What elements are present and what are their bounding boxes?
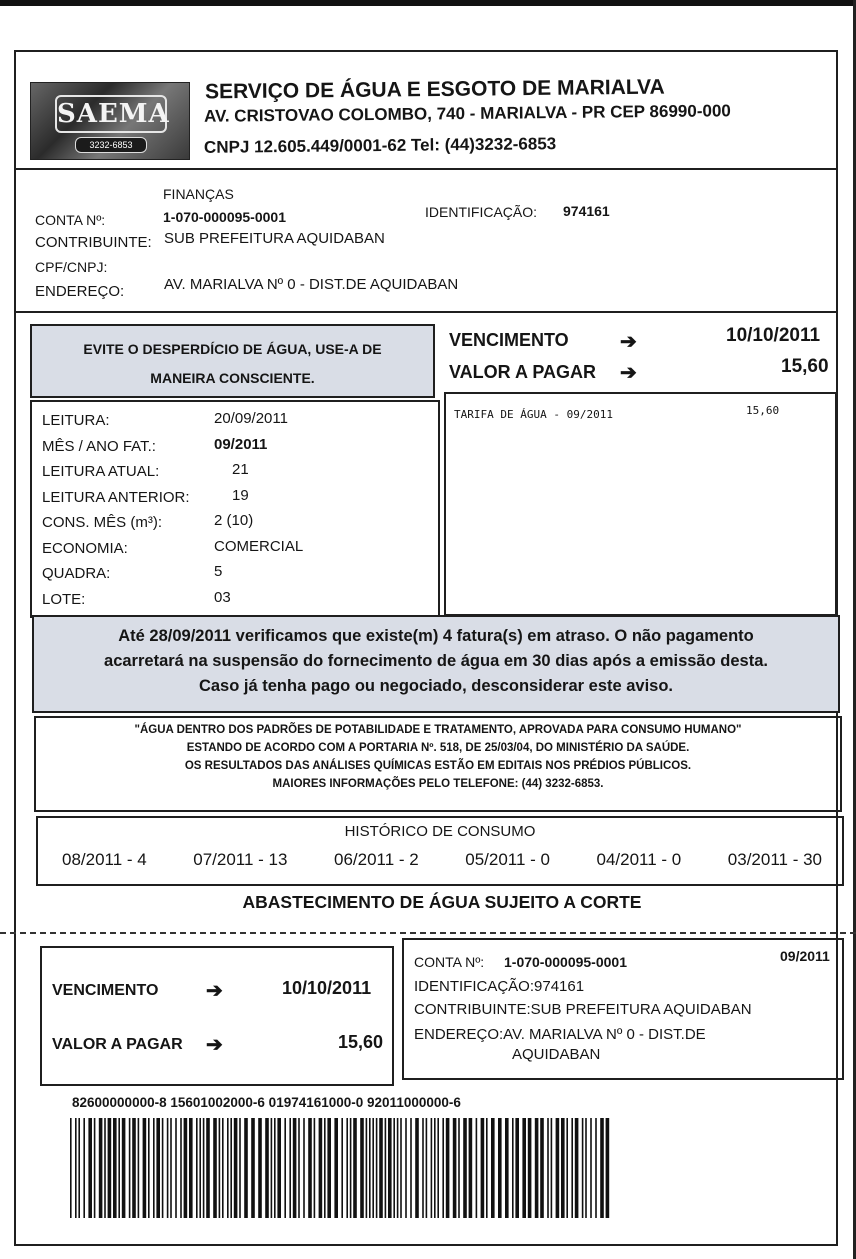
barcode-bar <box>94 1118 96 1218</box>
barcode-bar <box>547 1118 549 1218</box>
barcode-bar <box>234 1118 238 1218</box>
logo-wordmark: SAEMA <box>55 95 167 133</box>
barcode-bar <box>463 1118 467 1218</box>
barcode-bar <box>219 1118 221 1218</box>
barcode-bar <box>175 1118 177 1218</box>
reading-value: 03 <box>214 588 231 606</box>
barcode-bar <box>528 1118 532 1218</box>
barcode-bar <box>486 1118 488 1218</box>
history-entry: 03/2011 - 30 <box>727 850 822 869</box>
barcode-bar <box>289 1118 291 1218</box>
barcode-bar <box>476 1118 478 1218</box>
barcode-bar <box>70 1118 72 1218</box>
service-cut-warning: ABASTECIMENTO DE ÁGUA SUJEITO A CORTE <box>242 892 642 912</box>
barcode-bar <box>132 1118 136 1218</box>
reading-value: 09/2011 <box>214 435 268 453</box>
stub-payment-panel <box>40 946 394 1086</box>
barcode-bar <box>442 1118 444 1218</box>
tear-off-line <box>0 932 856 934</box>
barcode-bar <box>585 1118 587 1218</box>
barcode-bar <box>138 1118 140 1218</box>
taxpayer-value: SUB PREFEITURA AQUIDABAN <box>164 230 385 247</box>
barcode-bar <box>129 1118 131 1218</box>
barcode-bar <box>199 1118 201 1218</box>
barcode-bar <box>400 1118 402 1218</box>
barcode-bar <box>167 1118 169 1218</box>
barcode-bar <box>271 1118 273 1218</box>
barcode-bar <box>298 1118 300 1218</box>
barcode-bar <box>366 1118 368 1218</box>
water-quality-line3: OS RESULTADOS DAS ANÁLISES QUÍMICAS ESTÃO EM EDITAIS NOS PRÉDIOS PÚBLICOS. <box>184 760 692 772</box>
barcode-bar <box>498 1118 502 1218</box>
barcode-bar <box>434 1118 436 1218</box>
overdue-notice <box>32 615 840 713</box>
reading-value: 5 <box>214 563 223 580</box>
barcode-bar <box>458 1118 460 1218</box>
amount-due-value: 15,60 <box>781 356 829 377</box>
history-entry: 07/2011 - 13 <box>193 850 288 869</box>
barcode-bar <box>265 1118 269 1218</box>
barcode-bar <box>170 1118 172 1218</box>
consumption-history-row <box>62 850 822 876</box>
barcode-bar <box>258 1118 262 1218</box>
barcode-bar <box>376 1118 378 1218</box>
reading-label: LEITURA ANTERIOR: <box>42 488 190 506</box>
water-quality-line2: ESTANDO DE ACORDO COM A PORTARIA Nº. 518, DE 25/03/04, DO MINISTÉRIO DA SAÚDE. <box>186 742 690 754</box>
barcode-bar <box>410 1118 412 1218</box>
charge-item-value: 15,60 <box>746 404 780 417</box>
barcode-bar <box>561 1118 565 1218</box>
barcode-bar <box>522 1118 526 1218</box>
barcode-bar <box>153 1118 155 1218</box>
overdue-notice-line3: Caso já tenha pago ou negociado, desconsiderar este aviso. <box>198 677 674 695</box>
reading-label: CONS. MÊS (m³): <box>42 514 162 531</box>
address-value: AV. MARIALVA Nº 0 - DIST.DE AQUIDABAN <box>164 276 459 293</box>
barcode-bar <box>251 1118 255 1218</box>
barcode-bar <box>189 1118 193 1218</box>
barcode-bar <box>203 1118 205 1218</box>
barcode-bar <box>99 1118 103 1218</box>
barcode-bar <box>431 1118 433 1218</box>
barcode-bar <box>453 1118 457 1218</box>
barcode-bar <box>360 1118 364 1218</box>
barcode-bar <box>284 1118 286 1218</box>
company-name: SERVIÇO DE ÁGUA E ESGOTO DE MARIALVA <box>204 75 665 104</box>
barcode-bar <box>184 1118 188 1218</box>
barcode-bar <box>148 1118 150 1218</box>
stub-amount-value: 15,60 <box>338 1032 384 1052</box>
barcode-bar <box>590 1118 592 1218</box>
barcode-bar <box>327 1118 331 1218</box>
due-date-arrow-icon: ➔ <box>620 331 637 353</box>
barcode-bar <box>481 1118 485 1218</box>
identification-value: 974161 <box>563 203 610 219</box>
barcode-bar <box>239 1118 241 1218</box>
barcode-bar <box>113 1118 117 1218</box>
barcode-bar <box>575 1118 579 1218</box>
stub-account-number-label: CONTA Nº: <box>414 954 485 970</box>
charge-item-label: TARIFA DE ÁGUA - 09/2011 <box>454 408 613 421</box>
overdue-notice-line2: acarretará na suspensão do fornecimento de água em 30 dias após a emissão desta. <box>104 652 768 670</box>
reading-label: LOTE: <box>42 590 86 608</box>
address-label: ENDEREÇO: <box>35 283 125 300</box>
barcode-bar <box>156 1118 160 1218</box>
reading-value: 21 <box>232 461 249 478</box>
water-quality-line1: "ÁGUA DENTRO DOS PADRÕES DE POTABILIDADE E TRATAMENTO, APROVADA PARA CONSUMO HUMANO" <box>134 724 742 736</box>
reading-value: 20/09/2011 <box>214 410 288 427</box>
barcode-bar <box>422 1118 424 1218</box>
barcode-bar <box>206 1118 210 1218</box>
payment-barcode <box>70 1118 610 1218</box>
barcode-bar <box>350 1118 352 1218</box>
barcode-bar <box>180 1118 182 1218</box>
reading-label: LEITURA ATUAL: <box>42 463 160 480</box>
barcode-bar <box>213 1118 217 1218</box>
barcode-bar <box>372 1118 374 1218</box>
barcode-bar <box>303 1118 305 1218</box>
barcode-bar <box>319 1118 323 1218</box>
reading-value: COMERCIAL <box>214 537 304 555</box>
barcode-bar <box>405 1118 407 1218</box>
barcode-bar <box>556 1118 560 1218</box>
barcode-bar <box>512 1118 514 1218</box>
cpf-cnpj-label: CPF/CNPJ: <box>35 259 108 275</box>
barcode-bar <box>244 1118 248 1218</box>
account-divider <box>15 311 837 313</box>
water-quality-notice <box>34 716 842 812</box>
barcode-bar <box>437 1118 439 1218</box>
barcode-bar <box>143 1118 147 1218</box>
barcode-bar <box>108 1118 112 1218</box>
reading-label: LEITURA: <box>42 412 110 429</box>
stub-due-date-value: 10/10/2011 <box>282 978 372 998</box>
overdue-notice-line1: Até 28/09/2011 verificamos que existe(m) 4 fatura(s) em atraso. O não pagamento <box>118 627 754 645</box>
barcode-bar <box>571 1118 573 1218</box>
barcode-bar <box>397 1118 399 1218</box>
taxpayer-label: CONTRIBUINTE: <box>35 234 152 251</box>
barcode-bar <box>595 1118 597 1218</box>
amount-due-arrow-icon: ➔ <box>620 362 637 384</box>
barcode-bar <box>75 1118 77 1218</box>
barcode-bar <box>505 1118 509 1218</box>
barcode-bar <box>388 1118 392 1218</box>
stub-account-panel <box>402 938 844 1080</box>
stub-taxpayer: CONTRIBUINTE:SUB PREFEITURA AQUIDABAN <box>414 1001 752 1018</box>
barcode-bar <box>118 1118 120 1218</box>
account-number-value: 1-070-000095-0001 <box>163 209 286 225</box>
barcode-bar <box>582 1118 584 1218</box>
stub-address-line2: AQUIDABAN <box>512 1046 601 1063</box>
barcode-bar <box>196 1118 198 1218</box>
barcode-bar <box>515 1118 519 1218</box>
account-number-label: CONTA Nº: <box>35 212 106 228</box>
barcode-bar <box>353 1118 357 1218</box>
consumption-history-title: HISTÓRICO DE CONSUMO <box>344 823 536 840</box>
due-date-value: 10/10/2011 <box>726 325 821 346</box>
conservation-notice <box>30 324 435 398</box>
barcode-bar <box>606 1118 610 1218</box>
barcode-bar <box>415 1118 419 1218</box>
stub-due-date-arrow-icon: ➔ <box>206 980 223 1002</box>
due-date-label: VENCIMENTO <box>449 330 569 350</box>
identification-label: IDENTIFICAÇÃO: <box>425 204 538 220</box>
history-entry: 06/2011 - 2 <box>333 850 419 869</box>
reading-value: 19 <box>232 486 249 504</box>
company-cnpj-phone: CNPJ 12.605.449/0001-62 Tel: (44)3232-6853 <box>203 134 557 157</box>
header-divider <box>15 168 837 170</box>
stub-amount-label: VALOR A PAGAR <box>52 1036 183 1053</box>
barcode-bar <box>334 1118 338 1218</box>
barcode-bar <box>446 1118 450 1218</box>
barcode-bar <box>426 1118 428 1218</box>
consumption-history-panel <box>36 816 844 886</box>
stub-address-line1: ENDEREÇO:AV. MARIALVA Nº 0 - DIST.DE <box>414 1026 706 1043</box>
barcode-bar <box>491 1118 495 1218</box>
barcode-bar <box>230 1118 232 1218</box>
reading-label: MÊS / ANO FAT.: <box>42 437 156 455</box>
amount-due-label: VALOR A PAGAR <box>449 362 596 382</box>
stub-account-number-value: 1-070-000095-0001 <box>504 954 627 970</box>
charges-panel <box>444 392 837 616</box>
barcode-number: 82600000000-8 15601002000-6 01974161000-0 92011000000-6 <box>72 1095 461 1110</box>
reading-label: ECONOMIA: <box>42 539 128 557</box>
barcode-bar <box>535 1118 539 1218</box>
history-entry: 08/2011 - 4 <box>62 850 147 869</box>
barcode-bar <box>222 1118 224 1218</box>
history-entry: 05/2011 - 0 <box>465 850 551 869</box>
conservation-notice-line1: EVITE O DESPERDÍCIO DE ÁGUA, USE-A DE <box>83 341 382 357</box>
history-entry: 04/2011 - 0 <box>596 850 682 869</box>
meter-reading-panel <box>30 400 440 618</box>
barcode-bar <box>346 1118 348 1218</box>
barcode-bar <box>293 1118 297 1218</box>
barcode-bar <box>277 1118 281 1218</box>
barcode-bar <box>341 1118 343 1218</box>
stub-amount-arrow-icon: ➔ <box>206 1034 223 1056</box>
reading-label: QUADRA: <box>42 565 111 582</box>
barcode-bar <box>393 1118 395 1218</box>
barcode-bar <box>379 1118 383 1218</box>
department-label: FINANÇAS <box>163 186 234 202</box>
barcode-bar <box>469 1118 473 1218</box>
barcode-bar <box>600 1118 604 1218</box>
barcode-bar <box>324 1118 326 1218</box>
barcode-bar <box>369 1118 371 1218</box>
barcode-bar <box>566 1118 568 1218</box>
barcode-bar <box>385 1118 387 1218</box>
reading-value: 2 (10) <box>214 512 254 529</box>
barcode-bar <box>162 1118 164 1218</box>
water-quality-line4: MAIORES INFORMAÇÕES PELO TELEFONE: (44) 3232-6853. <box>272 778 604 790</box>
barcode-bar <box>274 1118 276 1218</box>
barcode-bar <box>122 1118 126 1218</box>
scan-edge-top <box>0 0 856 6</box>
barcode-bar <box>308 1118 312 1218</box>
barcode-bar <box>104 1118 106 1218</box>
barcode-bar <box>314 1118 316 1218</box>
barcode-bar <box>551 1118 553 1218</box>
company-address: AV. CRISTOVAO COLOMBO, 740 - MARIALVA - PR CEP 86990-000 <box>203 101 731 126</box>
stub-billing-period: 09/2011 <box>780 948 830 964</box>
barcode-bar <box>227 1118 229 1218</box>
barcode-bar <box>540 1118 544 1218</box>
conservation-notice-line2: MANEIRA CONSCIENTE. <box>150 370 315 386</box>
barcode-bar <box>88 1118 92 1218</box>
stub-due-date-label: VENCIMENTO <box>52 982 159 999</box>
company-logo <box>30 82 190 160</box>
barcode-bar <box>83 1118 85 1218</box>
logo-phone: 3232-6853 <box>75 137 147 153</box>
stub-identification: IDENTIFICAÇÃO:974161 <box>414 978 585 995</box>
barcode-bar <box>78 1118 80 1218</box>
